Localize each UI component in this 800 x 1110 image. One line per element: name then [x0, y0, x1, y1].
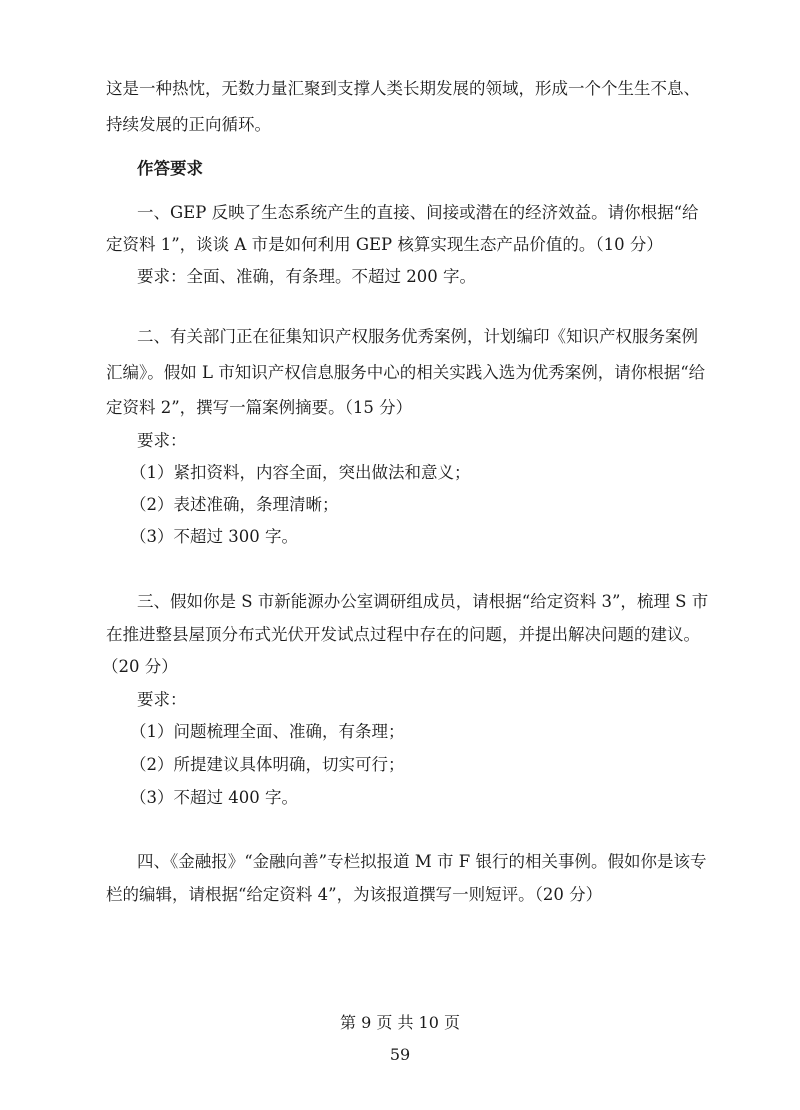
question-2-requirement-item: （3）不超过 300 字。	[130, 527, 298, 546]
intro-line: 持续发展的正向循环。	[106, 115, 271, 134]
question-2-line: 定资料 2”，撰写一篇案例摘要。（15 分）	[106, 398, 413, 417]
question-2-requirement-item: （2）表述准确，条理清晰；	[130, 495, 339, 514]
page-number: 59	[389, 1045, 411, 1064]
question-4-line: 四、《金融报》“金融向善”专栏拟报道 M 市 F 银行的相关事例。假如你是该专	[137, 852, 707, 871]
question-3-line: 在推进整县屋顶分布式光伏开发试点过程中存在的问题，并提出解决问题的建议。	[106, 625, 700, 644]
question-1-requirement: 要求：全面、准确，有条理。不超过 200 字。	[137, 267, 476, 286]
question-1-line: 一、GEP 反映了生态系统产生的直接、间接或潜在的经济效益。请你根据“给	[137, 203, 699, 222]
question-3-line: 三、假如你是 S 市新能源办公室调研组成员，请根据“给定资料 3”，梳理 S 市	[137, 592, 709, 611]
page-indicator: 第 9 页 共 10 页	[340, 1013, 460, 1032]
question-2-requirement-item: （1）紧扣资料，内容全面，突出做法和意义；	[130, 463, 471, 482]
question-1-line: 定资料 1”，谈谈 A 市是如何利用 GEP 核算实现生态产品价值的。（10 分）	[106, 235, 663, 254]
question-3-requirement-label: 要求：	[137, 690, 187, 709]
question-3-requirement-item: （2）所提建议具体明确，切实可行；	[130, 755, 405, 774]
section-heading: 作答要求	[137, 159, 203, 178]
question-2-line: 汇编》。假如 L 市知识产权信息服务中心的相关实践入选为优秀案例，请你根据“给	[106, 363, 706, 382]
question-3-line: （20 分）	[102, 657, 178, 676]
question-2-line: 二、有关部门正在征集知识产权服务优秀案例，计划编印《知识产权服务案例	[137, 327, 698, 346]
question-3-requirement-item: （1）问题梳理全面、准确，有条理；	[130, 722, 405, 741]
question-2-requirement-label: 要求：	[137, 431, 187, 450]
question-3-requirement-item: （3）不超过 400 字。	[130, 788, 298, 807]
intro-line: 这是一种热忱，无数力量汇聚到支撑人类长期发展的领域，形成一个个生生不息、	[106, 79, 700, 98]
question-4-line: 栏的编辑，请根据“给定资料 4”，为该报道撰写一则短评。（20 分）	[106, 885, 603, 904]
